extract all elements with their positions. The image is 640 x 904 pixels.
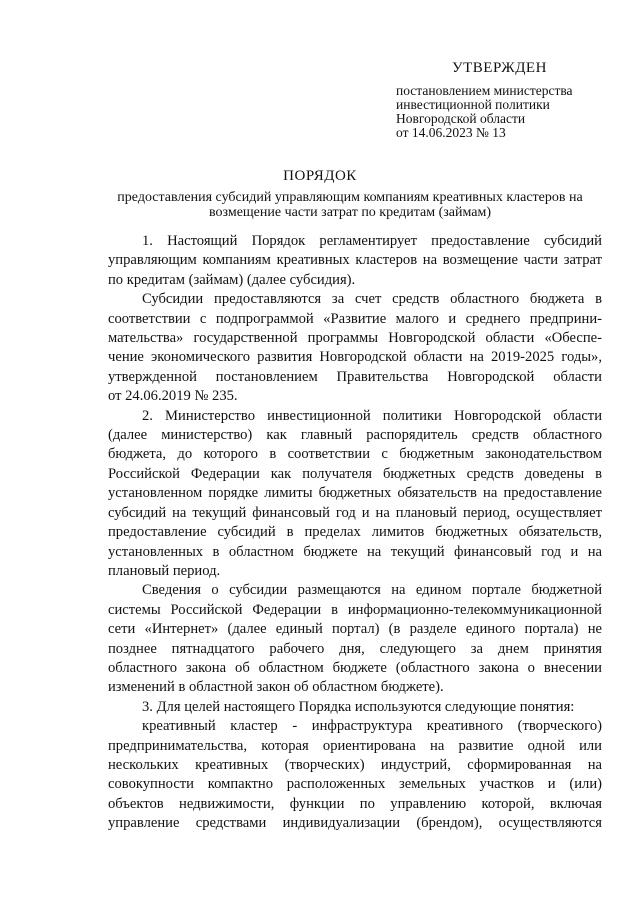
paragraph-line: утвержденной постановлением Правительства Новгородской области <box>108 368 602 385</box>
document-subtitle <box>100 190 600 220</box>
paragraph-line: Субсидии предоставляются за счет средств областного бюджета в <box>142 291 602 308</box>
paragraph-line: установленном порядке лимиты бюджетных обязательств на предоставление <box>108 485 602 502</box>
approval-line: инвестиционной политики <box>396 97 550 112</box>
paragraph-line: системы Российской Федерации в информационно-телекоммуникационной <box>108 601 602 618</box>
paragraph-line: предоставление субсидий в пределах лимитов бюджетных обязательств, <box>108 524 602 541</box>
paragraph-line: Сведения о субсидии размещаются на едином портале бюджетной <box>142 582 602 599</box>
paragraph-line: по кредитам (займам) (далее субсидия). <box>108 271 356 288</box>
paragraph-line: установленных в областном бюджете на текущий финансовый год и на <box>108 543 602 560</box>
paragraph-line: совокупности компактно расположенных земельных участков и (или) <box>108 776 602 793</box>
subtitle-line: возмещение части затрат по кредитам (займам) <box>208 205 492 220</box>
approval-title: УТВЕРЖДЕН <box>452 60 547 76</box>
paragraph <box>108 407 602 582</box>
document-title: ПОРЯДОК <box>283 168 357 184</box>
paragraph-line: соответствии с подпрограммой «Развитие малого и среднего предприни- <box>108 310 602 327</box>
paragraph <box>108 581 602 697</box>
paragraph <box>108 717 602 833</box>
paragraph-line: от 24.06.2019 № 235. <box>108 388 238 405</box>
paragraph-line: субсидий на текущий финансовый год и на плановый период, осуществляет <box>108 504 602 521</box>
paragraph-line: управляющим компаниям креативных кластеров на возмещение части затрат <box>108 252 602 269</box>
paragraph-line: 3. Для целей настоящего Порядка используются следующие понятия: <box>142 698 575 715</box>
approval-line: от 14.06.2023 № 13 <box>396 125 506 140</box>
paragraph-line: областного закона об областном бюджете (областного закона о внесении <box>108 659 602 676</box>
paragraph-line: предпринимательства, которая ориентирована на развитие одной или <box>108 737 602 754</box>
paragraph-line: чение экономического развития Новгородской области на 2019-2025 годы», <box>108 349 602 366</box>
paragraph-line: бюджета, до которого в соответствии с бюджетным законодательством <box>108 446 602 463</box>
paragraph-line: мательства» государственной программы Новгородской области «Обеспе- <box>108 330 602 347</box>
paragraph-line: Российской Федерации как получателя бюджетных средств доведены в <box>108 465 602 482</box>
paragraph <box>108 698 602 717</box>
approval-line: Новгородской области <box>396 111 526 126</box>
document-body <box>108 232 602 834</box>
approval-stamp <box>396 58 626 140</box>
paragraph-line: 1. Настоящий Порядок регламентирует предоставление субсидий <box>142 233 602 249</box>
approval-details <box>396 84 626 140</box>
paragraph-line: объектов недвижимости, функции по управлению которой, включая <box>108 795 602 812</box>
paragraph <box>108 290 602 406</box>
approval-line: постановлением министерства <box>396 83 573 98</box>
paragraph-line: управление средствами индивидуализации (брендом), осуществляются <box>108 815 602 832</box>
paragraph-line: креативный кластер - инфраструктура креативного (творческого) <box>142 718 602 735</box>
paragraph-line: 2. Министерство инвестиционной политики Новгородской области <box>142 407 602 424</box>
paragraph-line: (далее министерство) как главный распорядитель средств областного <box>108 427 602 444</box>
subtitle-line: предоставления субсидий управляющим компаниям креативных кластеров на <box>117 190 583 205</box>
paragraph-line: изменений в областной закон об областном бюджете). <box>108 679 444 696</box>
paragraph-line: сети «Интернет» (далее единый портал) (в разделе единого портала) не <box>108 621 602 638</box>
paragraph-line: нескольких креативных (творческих) индустрий, сформированная на <box>108 756 602 773</box>
paragraph-line: позднее пятнадцатого рабочего дня, следующего за днем принятия <box>108 640 602 657</box>
paragraph <box>108 232 602 290</box>
paragraph-line: плановый период. <box>108 562 221 579</box>
